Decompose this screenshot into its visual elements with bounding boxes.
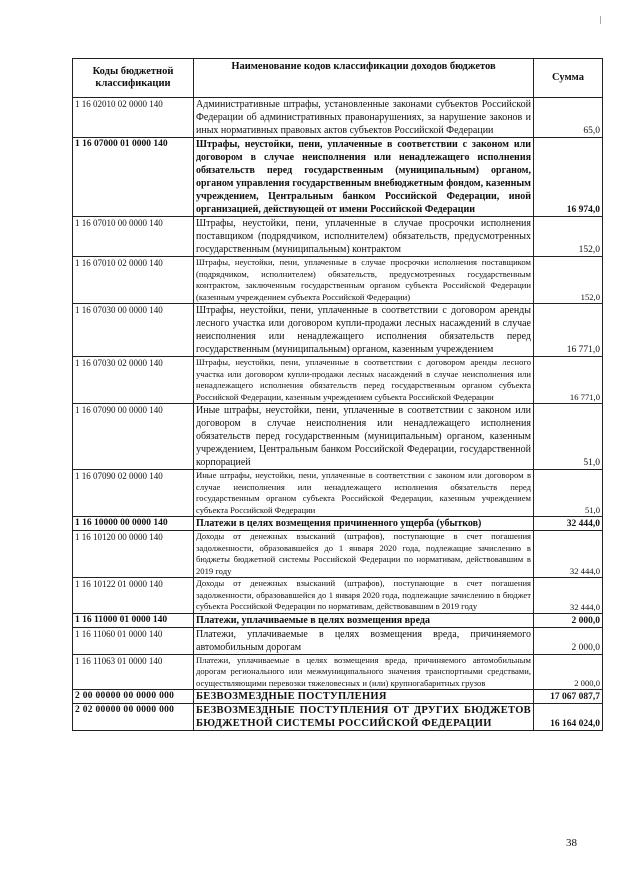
table-row [73,404,603,470]
row-sum: 16 771,0 [534,357,603,404]
row-code: 1 16 07030 00 0000 140 [73,304,194,357]
row-name: Иные штрафы, неустойки, пени, уплаченные в соответствии с законом или договором в случае неисполнения или ненадлежащего исполнения обязательств перед государственным (муниципальным) органом, казенным учреждением, Центральным банком Российской Федерации, государственной корпорацией [194,404,534,470]
table-row [73,304,603,357]
row-code: 2 02 00000 00 0000 000 [73,704,194,731]
table-row [73,357,603,404]
row-sum: 32 444,0 [534,517,603,531]
row-sum: 2 000,0 [534,654,603,690]
row-name: Платежи в целях возмещения причиненного ущерба (убытков) [194,517,534,531]
row-code: 1 16 07010 02 0000 140 [73,257,194,304]
row-code: 1 16 11060 01 0000 140 [73,627,194,654]
scan-mark [600,16,604,24]
row-code: 1 16 11063 01 0000 140 [73,654,194,690]
row-code: 1 16 07090 02 0000 140 [73,470,194,517]
table-row [73,613,603,627]
row-code: 1 16 02010 02 0000 140 [73,98,194,138]
row-name: Штрафы, неустойки, пени, уплаченные в соответствии с договором аренды лесного участка или договором купли-продажи лесных насаждений в случае неисполнения или ненадлежащего исполнения обязательств перед государственным (муниципальным) органом, казенным учреждением [194,304,534,357]
row-sum: 16 974,0 [534,138,603,217]
table-row [73,470,603,517]
row-name: Административные штрафы, установленные законами субъектов Российской Федерации об административных правонарушениях, за нарушение законов и иных нормативных правовых актов субъектов Российской Федерации [194,98,534,138]
row-sum: 32 444,0 [534,531,603,578]
row-name: БЕЗВОЗМЕЗДНЫЕ ПОСТУПЛЕНИЯ ОТ ДРУГИХ БЮДЖЕТОВ БЮДЖЕТНОЙ СИСТЕМЫ РОССИЙСКОЙ ФЕДЕРАЦИИ [194,704,534,731]
row-code: 1 16 07010 00 0000 140 [73,217,194,257]
revenue-table-container [72,58,602,731]
table-row [73,704,603,731]
header-sum: Сумма [534,59,603,98]
revenue-table [72,58,603,731]
row-sum: 51,0 [534,404,603,470]
row-code: 1 16 11000 01 0000 140 [73,613,194,627]
row-sum: 152,0 [534,257,603,304]
row-code: 1 16 07090 00 0000 140 [73,404,194,470]
row-sum: 32 444,0 [534,578,603,614]
table-row [73,654,603,690]
row-name: Иные штрафы, неустойки, пени, уплаченные в соответствии с законом или договором в случае неисполнения или ненадлежащего исполнения обязательств перед государственным органом субъекта Российской Федерации, казенным учреждением субъекта Российской Федерации [194,470,534,517]
table-body [73,98,603,731]
table-row [73,257,603,304]
table-row [73,578,603,614]
row-name: Доходы от денежных взысканий (штрафов), поступающие в счет погашения задолженности, образовавшейся до 1 января 2020 года, подлежащие зачислению в бюджеты бюджетной системы Российской Федерации по нормативам, действовавшим в 2019 году [194,531,534,578]
table-row [73,98,603,138]
table-row [73,627,603,654]
row-sum: 65,0 [534,98,603,138]
table-row [73,517,603,531]
row-sum: 16 771,0 [534,304,603,357]
row-sum: 2 000,0 [534,613,603,627]
row-code: 1 16 07030 02 0000 140 [73,357,194,404]
row-code: 1 16 10120 00 0000 140 [73,531,194,578]
row-code: 1 16 07000 01 0000 140 [73,138,194,217]
row-name: Платежи, уплачиваемые в целях возмещения вреда, причиняемого автомобильным дорогам [194,627,534,654]
row-name: Штрафы, неустойки, пени, уплаченные в соответствии с договором аренды лесного участка или договором купли-продажи лесных насаждений в случае неисполнения или ненадлежащего исполнения обязательств перед государственным органом субъекта Российской Федерации, казенным учреждением субъекта Российской Федерации [194,357,534,404]
row-name: Платежи, уплачиваемые в целях возмещения вреда [194,613,534,627]
row-name: Доходы от денежных взысканий (штрафов), поступающие в счет погашения задолженности, образовавшейся до 1 января 2020 года, подлежащие зачислению в бюджет субъекта Российской Федерации по нормативам, действовавшим в 2019 году [194,578,534,614]
table-header-row [73,59,603,98]
row-sum: 2 000,0 [534,627,603,654]
row-code: 1 16 10000 00 0000 140 [73,517,194,531]
page-number: 38 [566,837,577,849]
table-row [73,690,603,704]
row-sum: 51,0 [534,470,603,517]
row-code: 2 00 00000 00 0000 000 [73,690,194,704]
row-sum: 16 164 024,0 [534,704,603,731]
row-name: Платежи, уплачиваемые в целях возмещения вреда, причиняемого автомобильным дорогам регионального или межмуниципального значения транспортными средствами, осуществляющими перевозки тяжеловесных и (или) крупногабаритных грузов [194,654,534,690]
row-name: Штрафы, неустойки, пени, уплаченные в случае просрочки исполнения поставщиком (подрядчиком, исполнителем) обязательств, предусмотренных государственным (муниципальным) контрактом [194,217,534,257]
table-row [73,217,603,257]
row-name: БЕЗВОЗМЕЗДНЫЕ ПОСТУПЛЕНИЯ [194,690,534,704]
table-row [73,531,603,578]
row-sum: 17 067 087,7 [534,690,603,704]
table-row [73,138,603,217]
header-code: Коды бюджетной классификации [73,59,194,98]
row-code: 1 16 10122 01 0000 140 [73,578,194,614]
row-name: Штрафы, неустойки, пени, уплаченные в соответствии с законом или договором в случае неисполнения или ненадлежащего исполнения обязательств перед государственным (муниципальным) органом, органом управления государственным внебюджетным фондом, казенным учреждением, Центральным банком Российской Федерации, иной организацией, действующей от имени Российской Федерации [194,138,534,217]
row-name: Штрафы, неустойки, пени, уплаченные в случае просрочки исполнения поставщиком (подрядчиком, исполнителем) обязательств, предусмотренных государственным контрактом, заключенным государственным органом субъекта Российской Федерации (казенным учреждением субъекта Российской Федерации) [194,257,534,304]
header-name: Наименование кодов классификации доходов бюджетов [194,59,534,98]
row-sum: 152,0 [534,217,603,257]
